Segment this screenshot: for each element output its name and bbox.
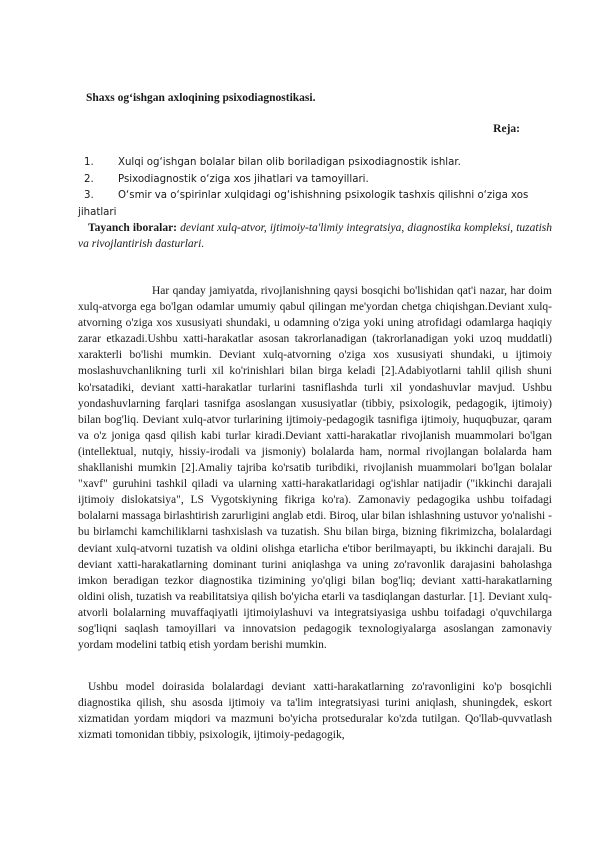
body-paragraph: Har qanday jamiyatda, rivojlanishning qaysi bosqichi bo'lishidan qat'i nazar, har doim xulq-atvorga ega bo'lgan odamlar umumiy qabul qilingan me'yordan chetga chiqishgan.Deviant xulq-atvorning o'ziga xos xususiyati shundaki, u odamning o'ziga yoki uning atrofidagi odamlarga haqiqiy zarar etkazadi.Ushbu xatti-harakatlar asosan takrorlanadigan (takrorlanadigan yoki uzoq muddatli) xarakterli bo'lishi mumkin. Deviant xulq-atvorning o'ziga xos xususiyati shundaki, u ijtimoiy moslashuvchanlikning turli xil ko'rinishlari bilan birga keladi [2].Adabiyotlarni tahlil qilish shuni ko'rsatadiki, deviant xatti-harakatlar turlarini tasniflashda turli xil yondashuvlar mavjud. Ushbu yondashuvlarning farqlari tasnifga asoslangan xususiyatlar (tibbiy, psixologik, pedagogik, ijtimoiy) bilan bog'liq. Deviant xulq-atvor turlarining ijtimoiy-pedagogik tasnifiga ijtimoiy, huquqbuzar, qaram va o'z joniga qasd qilish kabi turlar kiradi.Deviant xatti-harakatlar rivojlanish muammolari bo'lgan (intellektual, nutqiy, hissiy-irodali va jismoniy) bolalarda ham, normal rivojlangan bolalarda ham shakllanishi mumkin [2].Amaliy tajriba ko'rsatib turibdiki, rivojlanish muammolari bo'lgan bolalar "xavf" guruhini tashkil qiladi va ularning xatti-harakatlaridagi og'ishlar natijadir ("ikkinchi darajali ijtimoiy dislokatsiya", LS Vygotskiyning fikriga ko'ra). Zamonaviy pedagogika ushbu toifadagi bolalarni massaga birlashtirish zarurligini anglab etdi. Biroq, ular bilan ishlashning ustuvor yo'nalishi - bu birlamchi kamchiliklarni tashxislash va tuzatish. Shu bilan birga, bizning fikrimizcha, bolalardagi deviant xulq-atvorni tuzatish va oldini olishga etarlicha e'tibor berilmayapti, bu ikkinchi darajali. Bu deviant xatti-harakatlarning dominant turini aniqlashga va uning zo'ravonlik darajasini baholashga imkon beradigan tezkor diagnostika tizimining yo'qligi bilan bog'liq; deviant xatti-harakatlarning oldini olish, tuzatish va reabilitatsiya qilish bo'yicha etarli va tasdiqlangan dasturlar. [1]. Deviant xulq-atvorli bolalarning muvaffaqiyatli ijtimoiylashuvi va integratsiyasiga ushbu toifadagi o'quvchilarga sog'liqni saqlash tamoyillari va innovatsion pedagogik texnologiyalarga asoslangan zamonaviy yordam modelini tatbiq etish yordam berishi mumkin. [78,285,552,652]
keywords-label: Tayanch iboralar: [88,222,177,234]
document-title: Shaxs og‘ishgan axloqining psixodiagnostikasi. [86,92,316,104]
plan-item-text: Xulqi og‘ishgan bolalar bilan olib boriladigan psixodiagnostik ishlar. [118,157,461,168]
keywords [78,220,552,252]
plan-item [78,172,552,189]
plan-item-text: Psixodiagnostik o‘ziga xos jihatlari va tamoyillari. [118,173,369,185]
plan-list [78,155,552,221]
body-paragraph: Ushbu model doirasida bolalardagi deviant xatti-harakatlarning zo'ravonligini ko'p bosqichli diagnostika qilish, shu asosda ijtimoiy va ta'lim integratsiyasi turini aniqlash, shuningdek, eskort xizmatidan yordam miqdori va mazmuni bo'yicha protseduralar ko'zda tutilgan. Qo'llab-quvvatlash xizmati tomonidan tibbiy, psixologik, ijtimoiy-pedagogik, [78,681,552,742]
plan-item [78,188,552,221]
plan-item-text: O‘smir va o‘spirinlar xulqidagi og‘ishishning psixologik tashxis qilishni o‘ziga xos jihatlari [78,190,529,218]
plan-heading: Reja: [493,123,520,135]
plan-item-number: 2. [84,173,94,185]
plan-item-number: 3. [84,190,94,201]
plan-item [78,155,552,172]
plan-item-number: 1. [84,157,94,168]
keywords-text: deviant xulq-atvor, ijtimoiy-ta'limiy integratsiya, diagnostika kompleksi, tuzatish va rivojlantirish dasturlari. [78,222,552,250]
